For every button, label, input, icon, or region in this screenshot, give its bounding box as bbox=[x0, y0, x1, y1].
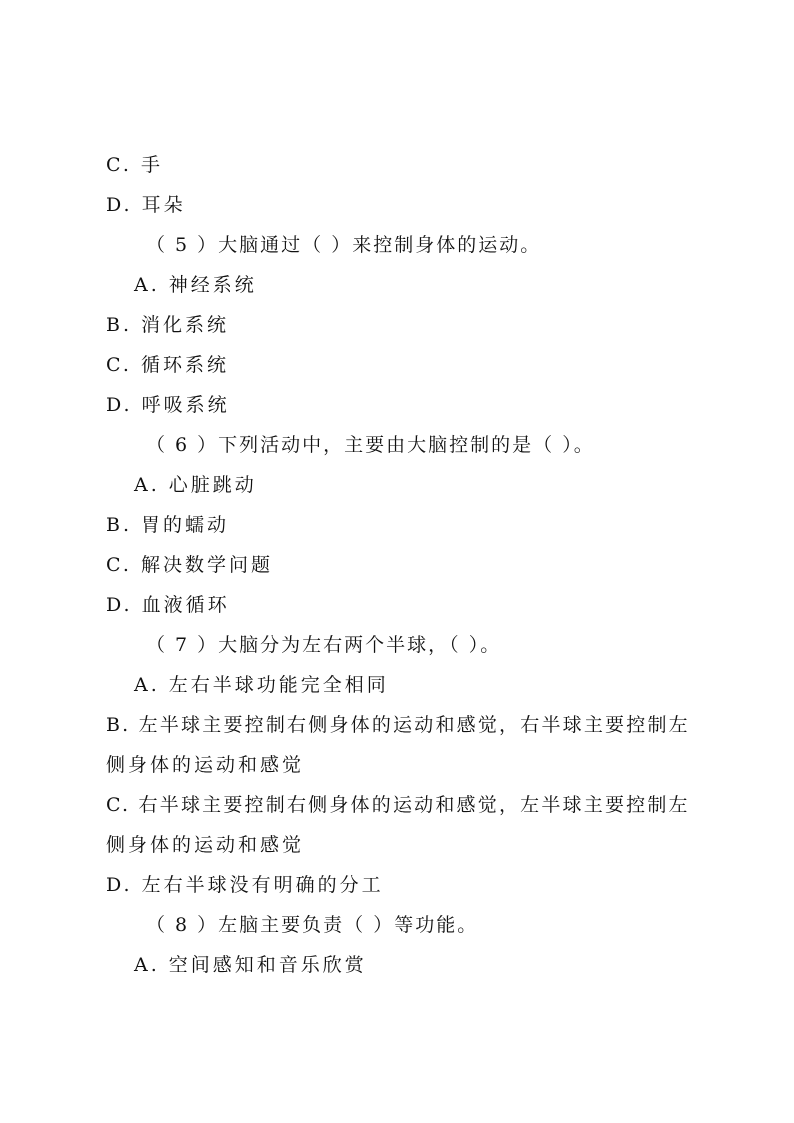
option-d-q5: D. 呼吸系统 bbox=[106, 394, 230, 416]
question-8: （ 8 ）左脑主要负责（ ）等功能。 bbox=[146, 914, 479, 936]
question-5: （ 5 ）大脑通过（ ）来控制身体的运动。 bbox=[146, 234, 542, 256]
option-d-q7: D. 左右半球没有明确的分工 bbox=[106, 874, 384, 896]
option-a-q7: A. 左右半球功能完全相同 bbox=[134, 674, 389, 696]
option-b-q5: B. 消化系统 bbox=[106, 314, 230, 336]
option-d-q4: D. 耳朵 bbox=[106, 194, 186, 216]
option-c-q5: C. 循环系统 bbox=[106, 354, 229, 376]
question-6: （ 6 ）下列活动中，主要由大脑控制的是（ ）。 bbox=[146, 434, 595, 456]
option-a-q5: A. 神经系统 bbox=[134, 274, 257, 296]
option-d-q6: D. 血液循环 bbox=[106, 594, 230, 616]
option-c-q4: C. 手 bbox=[106, 154, 163, 176]
option-a-q6: A. 心脏跳动 bbox=[134, 474, 257, 496]
option-b-q7-continued: 侧身体的运动和感觉 bbox=[106, 754, 305, 776]
option-c-q7-continued: 侧身体的运动和感觉 bbox=[106, 834, 305, 856]
option-c-q6: C. 解决数学问题 bbox=[106, 554, 273, 576]
option-a-q8: A. 空间感知和音乐欣赏 bbox=[134, 954, 367, 976]
option-b-q6: B. 胃的蠕动 bbox=[106, 514, 230, 536]
option-b-q7: B. 左半球主要控制右侧身体的运动和感觉，右半球主要控制左 bbox=[106, 714, 690, 736]
question-7: （ 7 ）大脑分为左右两个半球，（ ）。 bbox=[146, 634, 502, 656]
option-c-q7: C. 右半球主要控制右侧身体的运动和感觉，左半球主要控制左 bbox=[106, 794, 690, 816]
